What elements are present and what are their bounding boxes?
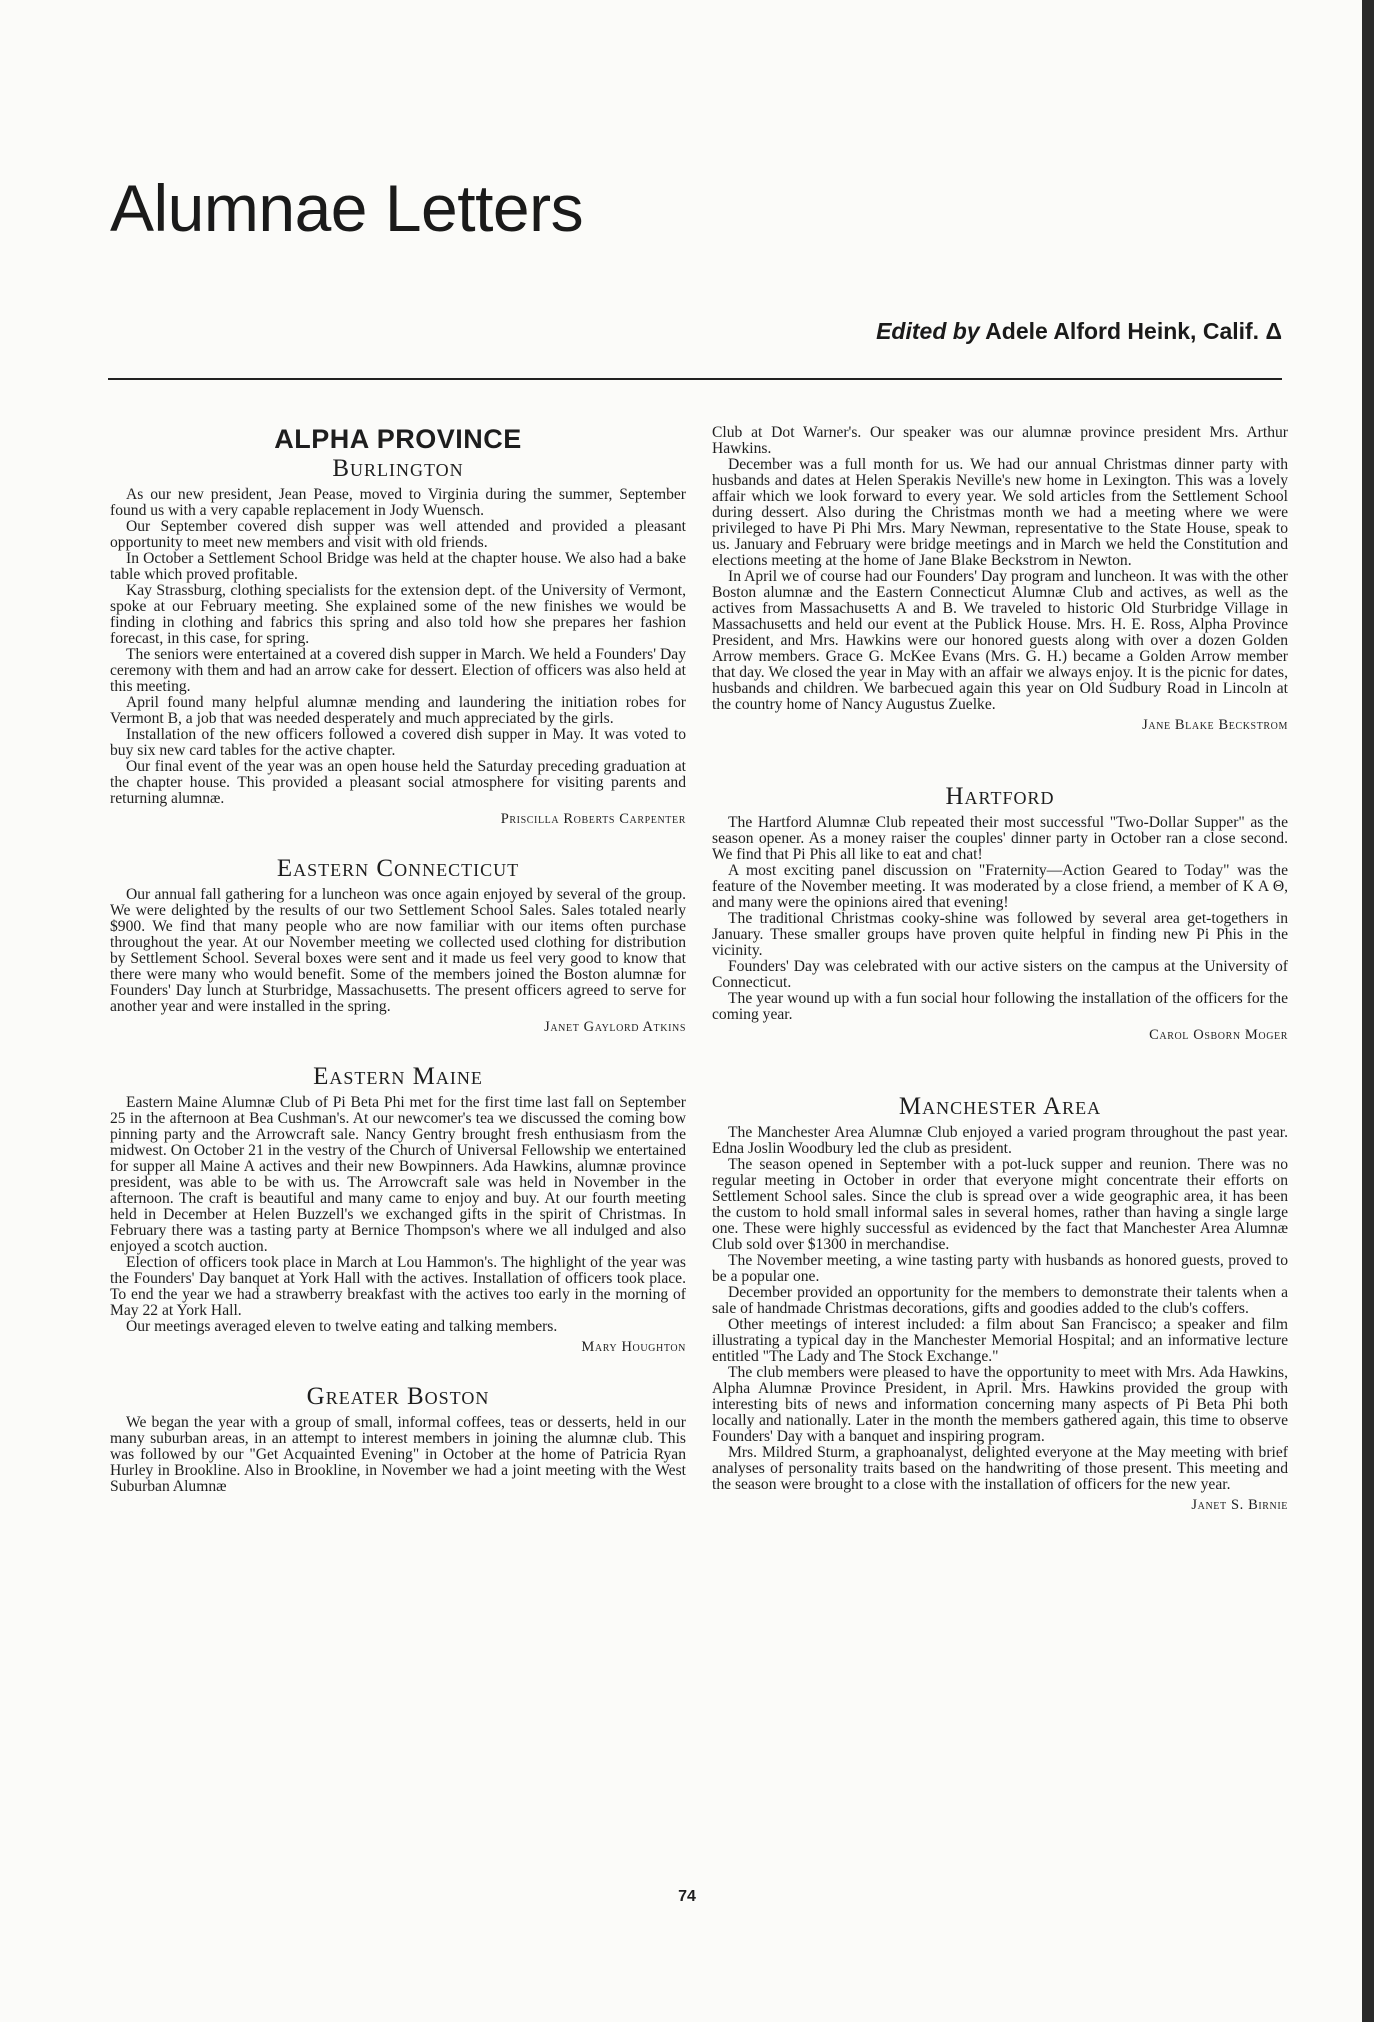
paragraph: Founders' Day was celebrated with our active sisters on the campus at the University of Connecticut. (712, 958, 1288, 991)
paragraph: Club at Dot Warner's. Our speaker was our alumnæ province president Mrs. Arthur Hawkins. (712, 424, 1288, 457)
signature: Priscilla Roberts Carpenter (500, 811, 686, 827)
paragraph: The club members were pleased to have the opportunity to meet with Mrs. Ada Hawkins, Alpha Alumnæ Province President, in April. Mrs. Hawkins provided the group with interesting bits of news and information concerning many aspects of Pi Beta Phi both locally and nationally. Later in the month the members gathered again, this time to observe Founders' Day with a banquet and inspiring program. (712, 1364, 1288, 1445)
paragraph: A most exciting panel discussion on "Fraternity—Action Geared to Today" was the feature of the November meeting. It was moderated by a close friend, a member of K A Θ, and many were the opinions aired that evening! (712, 862, 1288, 911)
paragraph: Our September covered dish supper was well attended and provided a pleasant opportunity to meet new members and visit with old friends. (110, 518, 686, 551)
editor-label: Edited by (876, 318, 980, 344)
chapter-heading: Hartford (945, 783, 1055, 810)
page-title: Alumnae Letters (110, 171, 584, 245)
paragraph: In October a Settlement School Bridge was held at the chapter house. We also had a bake table which proved profitable. (110, 550, 686, 583)
paragraph: Election of officers took place in March at Lou Hammon's. The highlight of the year was the Founders' Day banquet at York Hall with the actives. Installation of officers took place. To end the year we had a strawberry breakfast with the actives too early in the morning of May 22 at York Hall. (110, 1254, 686, 1319)
paragraph: The seniors were entertained at a covered dish supper in March. We held a Founders' Day ceremony with them and had an arrow cake for dessert. Election of officers was also held at this meeting. (110, 646, 686, 695)
chapter-heading: Manchester Area (898, 1093, 1102, 1120)
signature: Mary Houghton (581, 1339, 686, 1355)
signature: Carol Osborn Moger (1149, 1027, 1288, 1043)
paragraph: Mrs. Mildred Sturm, a graphoanalyst, delighted everyone at the May meeting with brief analyses of personality traits based on the handwriting of those present. This meeting and the season were brought to a close with the installation of officers for the new year. (712, 1444, 1288, 1493)
signature: Janet S. Birnie (1191, 1497, 1288, 1513)
paragraph: The Hartford Alumnæ Club repeated their most successful "Two-Dollar Supper" as the season opener. As a money raiser the couples' dinner party in October ran a close second. We find that Pi Phis all like to eat and chat! (712, 814, 1288, 863)
paragraph: The year wound up with a fun social hour following the installation of the officers for the coming year. (712, 990, 1288, 1023)
letter-greater-boston-continued (712, 425, 1288, 733)
paragraph: Kay Strassburg, clothing specialists for the extension dept. of the University of Vermont, spoke at our February meeting. She explained some of the new finishes we would be finding in clothing and fabrics this spring and also told how she prepares her fashion forecast, in this case, for spring. (110, 582, 686, 647)
left-column (110, 425, 686, 1495)
paragraph: Eastern Maine Alumnæ Club of Pi Beta Phi met for the first time last fall on September 25 in the afternoon at Bea Cushman's. At our newcomer's tea we discussed the coming bow pinning party and the Arrowcraft sale. Nancy Gentry brought fresh enthusiasm from the midwest. On October 21 in the vestry of the Church of Universal Fellowship we entertained for supper all Maine A actives and their new Bowpinners. Ada Hawkins, alumnæ province president, was able to be with us. The Arrowcraft sale was held in November in the afternoon. The craft is beautiful and many came to enjoy and buy. At our fourth meeting held in December at Helen Buzzell's we exchanged gifts in the spirit of Christmas. In February there was a tasting party at Bernice Thompson's where we all indulged and also enjoyed a scotch auction. (110, 1094, 686, 1255)
letter-burlington (110, 455, 686, 827)
paragraph: December was a full month for us. We had our annual Christmas dinner party with husbands and dates at Helen Sperakis Neville's new home in Lexington. This was a lovely affair which we look forward to every year. We sold articles from the Settlement School during dessert. Also during the Christmas month we had a meeting where we were privileged to have Pi Phi Mrs. Mary Newman, representative to the State House, speak to us. January and February were bridge meetings and in March we held the Constitution and elections meeting at the home of Jane Blake Beckstrom in Newton. (712, 456, 1288, 569)
paragraph: The season opened in September with a pot-luck supper and reunion. There was no regular meeting in October in order that everyone might concentrate their efforts on Settlement School sales. Since the club is spread over a wide geographic area, it has been the custom to hold small informal sales in several homes, rather than having a single large one. These were highly successful as evidenced by the fact that Manchester Area Alumnæ Club sold over $1300 in merchandise. (712, 1156, 1288, 1253)
paragraph: Other meetings of interest included: a film about San Francisco; a speaker and film illustrating a typical day in the Manchester Memorial Hospital; and an informative lecture entitled "The Lady and The Stock Exchange." (712, 1316, 1288, 1365)
paragraph: The traditional Christmas cooky-shine was followed by several area get-togethers in January. These smaller groups have proven quite helpful in finding new Pi Phis in the vicinity. (712, 910, 1288, 959)
signature: Janet Gaylord Atkins (544, 1019, 686, 1035)
paragraph: Our final event of the year was an open house held the Saturday preceding graduation at the chapter house. This provided a pleasant social atmosphere for visiting parents and returning alumnæ. (110, 758, 686, 807)
editor-credit (876, 318, 1282, 345)
letter-manchester-area (712, 1093, 1288, 1513)
signature: Jane Blake Beckstrom (1142, 717, 1288, 733)
scan-edge (1362, 0, 1374, 2022)
province-heading: ALPHA PROVINCE (274, 424, 522, 454)
paragraph: Installation of the new officers followed a covered dish supper in May. It was voted to buy six new card tables for the active chapter. (110, 726, 686, 759)
letter-eastern-maine (110, 1063, 686, 1355)
paragraph: Our meetings averaged eleven to twelve eating and talking members. (126, 1318, 558, 1335)
paragraph: Our annual fall gathering for a luncheon was once again enjoyed by several of the group. We were delighted by the results of our two Settlement School Sales. Sales totaled nearly $900. We find that many people who are now familiar with our items often purchase throughout the year. At our November meeting we collected used clothing for distribution by Settlement School. Several boxes were sent and it made us feel very good to know that there were many who would benefit. Some of the members joined the Boston alumnæ for Founders' Day lunch at Sturbridge, Massachusetts. The present officers agreed to serve for another year and were installed in the spring. (110, 886, 686, 1015)
chapter-heading: Eastern Connecticut (276, 855, 520, 882)
chapter-heading: Burlington (332, 455, 464, 482)
paragraph: December provided an opportunity for the members to demonstrate their talents when a sale of handmade Christmas decorations, gifts and goodies added to the club's coffers. (712, 1284, 1288, 1317)
paragraph: The Manchester Area Alumnæ Club enjoyed a varied program throughout the past year. Edna Joslin Woodbury led the club as president. (712, 1124, 1288, 1157)
paragraph: We began the year with a group of small, informal coffees, teas or desserts, held in our many suburban areas, in an attempt to interest members in joining the alumnæ club. This was followed by our "Get Acquainted Evening" in October at the home of Patricia Ryan Hurley in Brookline. Also in Brookline, in November we had a joint meeting with the West Suburban Alumnæ (110, 1414, 686, 1495)
header-rule (108, 378, 1282, 380)
paragraph: As our new president, Jean Pease, moved to Virginia during the summer, September found us with a very capable replacement in Jody Wuensch. (110, 486, 686, 519)
paragraph: In April we of course had our Founders' Day program and luncheon. It was with the other Boston alumnæ and the Eastern Connecticut Alumnæ Club and actives, as well as the actives from Massachusetts A and B. We traveled to historic Old Sturbridge Village in Massachusetts and held our event at the Publick House. Mrs. H. E. Ross, Alpha Province President, and Mrs. Hawkins were our honored guests along with over a dozen Golden Arrow members. Grace G. McKee Evans (Mrs. G. H.) became a Golden Arrow member that day. We closed the year in May with an affair we always enjoy. It is the picnic for dates, husbands and children. We barbecued again this year on Old Sudbury Road in Lincoln at the country home of Nancy Augustus Zuelke. (712, 568, 1288, 713)
letter-eastern-connecticut (110, 855, 686, 1035)
letter-hartford (712, 783, 1288, 1043)
page-number: 74 (678, 1888, 696, 1905)
paragraph: The November meeting, a wine tasting party with husbands as honored guests, proved to be a popular one. (712, 1252, 1288, 1285)
letter-greater-boston (110, 1383, 686, 1495)
paragraph: April found many helpful alumnæ mending and laundering the initiation robes for Vermont B, a job that was needed desperately and much appreciated by the girls. (110, 694, 686, 727)
editor-name: Adele Alford Heink, Calif. Δ (985, 318, 1282, 344)
chapter-heading: Greater Boston (306, 1383, 490, 1410)
chapter-heading: Eastern Maine (313, 1063, 483, 1090)
right-column (712, 425, 1288, 1513)
